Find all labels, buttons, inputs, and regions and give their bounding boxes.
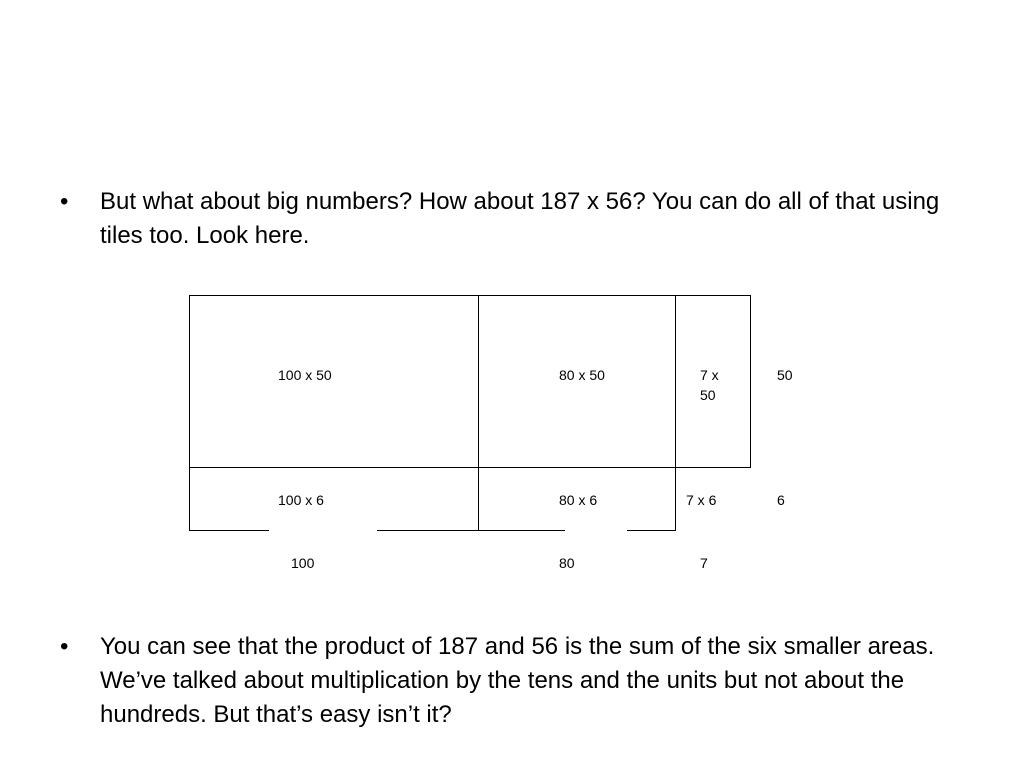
bullet-marker: •	[60, 633, 69, 660]
row-label-6: 6	[777, 492, 785, 508]
bullet-marker: •	[60, 188, 69, 215]
grid-bottom-border-left	[189, 530, 269, 531]
cell-100x50: 100 x 50	[278, 367, 332, 383]
row-label-50: 50	[777, 367, 793, 383]
grid-divider-1	[478, 295, 479, 531]
cell-80x6: 80 x 6	[559, 492, 598, 508]
bullet-point-2	[60, 630, 980, 732]
column-label-100: 100	[291, 555, 315, 571]
cell-80x50: 80 x 50	[559, 367, 605, 383]
grid-divider-2	[675, 295, 676, 531]
cell-7x6: 7 x 6	[686, 492, 717, 508]
grid-right-border	[750, 295, 751, 468]
grid-top-border	[189, 295, 751, 296]
column-label-7: 7	[700, 555, 708, 571]
grid-middle-divider	[189, 467, 751, 468]
cell-7x50-line2: 50	[700, 387, 716, 403]
cell-100x6: 100 x 6	[278, 492, 324, 508]
grid-left-border	[189, 295, 190, 531]
bullet-point-1	[60, 185, 980, 253]
bullet-text: You can see that the product of 187 and 56 is the sum of the six smaller areas. We’ve talked about multiplication by the tens and the units but not about the hundreds. But that’s easy isn’t it?	[100, 633, 935, 728]
cell-7x50-line1: 7 x	[700, 367, 719, 383]
grid-bottom-border-middle	[377, 530, 565, 531]
grid-bottom-border-right	[627, 530, 675, 531]
column-label-80: 80	[559, 555, 575, 571]
bullet-text: But what about big numbers? How about 187 x 56? You can do all of that using tiles too. Look here.	[100, 188, 940, 249]
